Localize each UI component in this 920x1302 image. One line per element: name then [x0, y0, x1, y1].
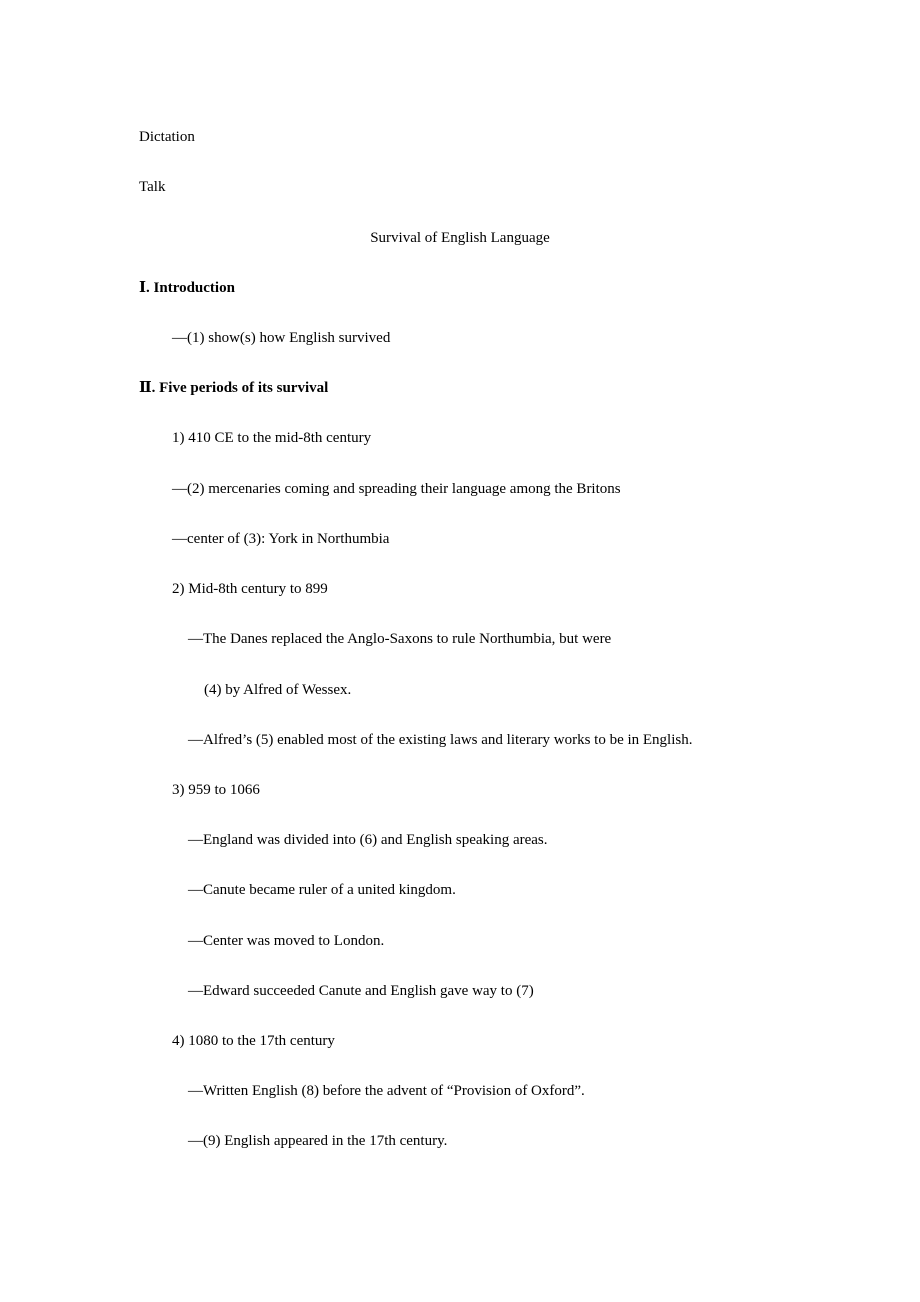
talk-label: Talk: [139, 179, 166, 195]
list-item: —England was divided into (6) and English speaking areas.: [188, 832, 548, 848]
dictation-label: Dictation: [139, 129, 195, 145]
section-heading-five-periods: Ⅱ. Five periods of its survival: [139, 380, 329, 396]
list-item: —(9) English appeared in the 17th century.: [188, 1133, 448, 1149]
page-title: Survival of English Language: [370, 230, 550, 246]
section-heading-introduction: Ⅰ. Introduction: [139, 280, 235, 296]
list-item: —The Danes replaced the Anglo-Saxons to rule Northumbia, but were: [188, 631, 612, 647]
list-item: —(2) mercenaries coming and spreading their language among the Britons: [172, 481, 621, 497]
list-item: —Edward succeeded Canute and English gave way to (7): [188, 983, 534, 999]
period-label: 1) 410 CE to the mid-8th century: [172, 430, 372, 446]
list-item: —Canute became ruler of a united kingdom.: [188, 882, 456, 898]
list-item-continuation: (4) by Alfred of Wessex.: [204, 682, 352, 698]
list-item: —(1) show(s) how English survived: [172, 330, 391, 346]
list-item: —center of (3): York in Northumbia: [172, 531, 390, 547]
period-label: 2) Mid-8th century to 899: [172, 581, 328, 597]
period-label: 3) 959 to 1066: [172, 782, 260, 798]
period-label: 4) 1080 to the 17th century: [172, 1033, 335, 1049]
list-item: —Alfred’s (5) enabled most of the existing laws and literary works to be in English.: [188, 732, 693, 748]
list-item: —Center was moved to London.: [188, 933, 385, 949]
list-item: —Written English (8) before the advent of “Provision of Oxford”.: [188, 1083, 585, 1099]
